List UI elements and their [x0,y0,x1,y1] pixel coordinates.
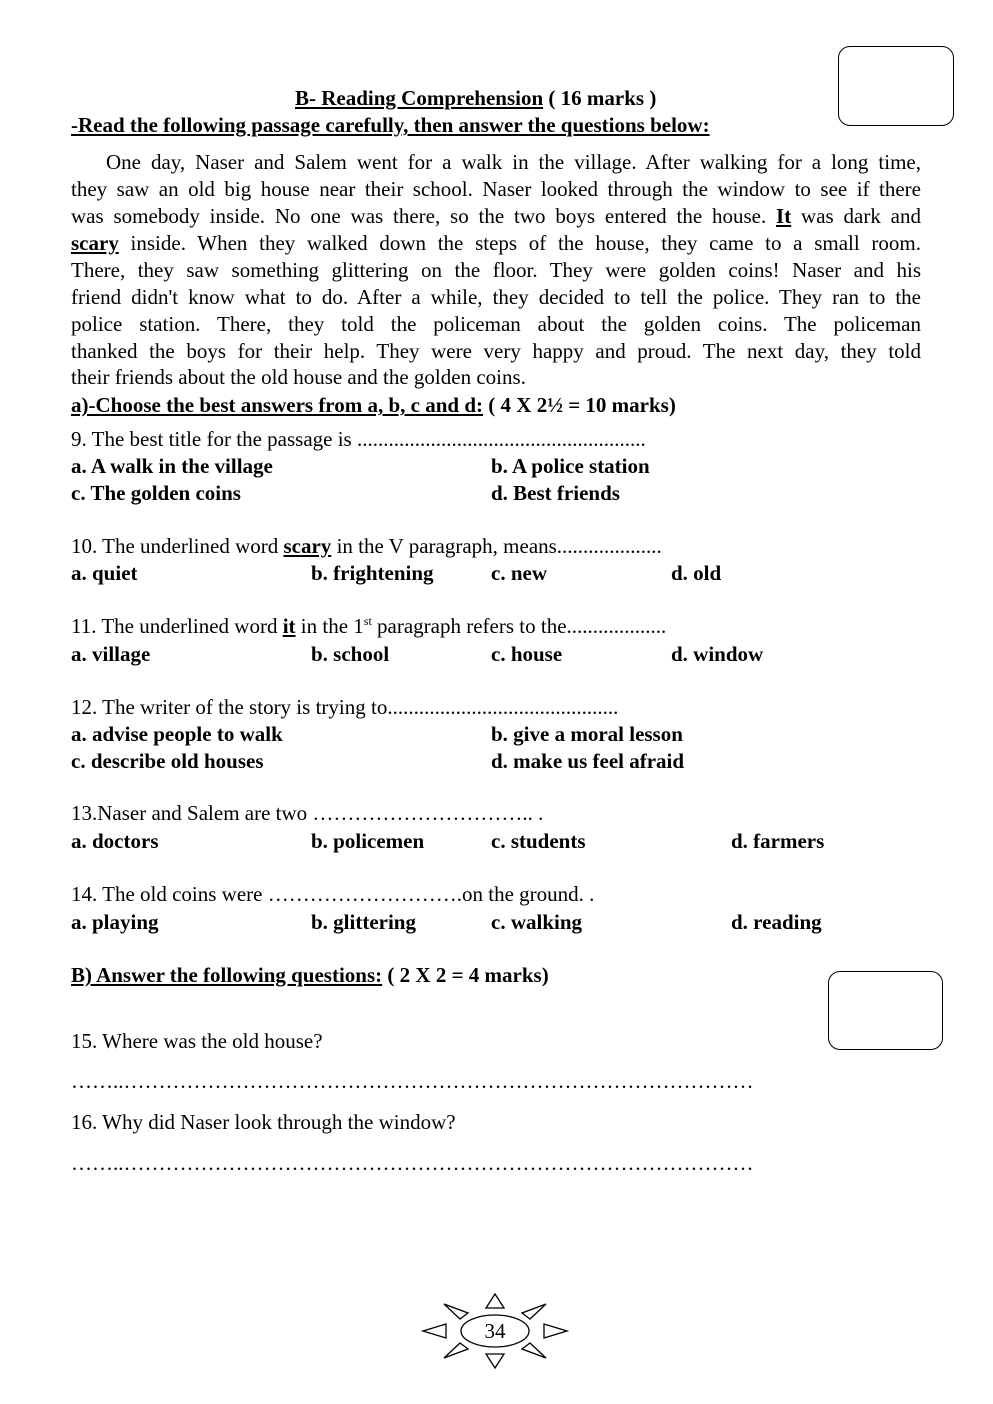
option-b[interactable]: b. give a moral lesson [491,722,683,746]
option-a[interactable]: a. A walk in the village [71,454,273,478]
page-number-badge [420,1288,570,1372]
option-b[interactable]: b. frightening [311,561,434,585]
answer-line-16[interactable]: ……..……………………………………………………………………………… [71,1151,754,1175]
text: inside. When they walked down the steps of the house, they came to a small room. [118,231,921,255]
option-a[interactable]: a. village [71,642,151,666]
option-a[interactable]: a. advise people to walk [71,722,283,746]
text: in the V paragraph, means.................... [331,534,662,558]
text: in the 1 [295,614,364,638]
question-11 [71,614,666,638]
option-d[interactable]: d. Best friends [491,481,620,505]
part-a-heading [71,393,676,417]
score-box-2 [828,971,943,1050]
underlined-it: It [776,204,792,228]
passage-line [71,231,921,255]
text: was somebody inside. No one was there, so the two boys entered the house. [71,204,777,228]
option-a[interactable]: a. playing [71,910,159,934]
option-c[interactable]: c. new [491,561,547,585]
underlined-word: it [282,614,296,638]
option-d[interactable]: d. reading [731,910,822,934]
option-d[interactable]: d. farmers [731,829,825,853]
page-number: 34 [484,1319,506,1343]
question-9: 9. The best title for the passage is ....................................................... [71,427,646,451]
answer-line-15[interactable]: ……..……………………………………………………………………………… [71,1069,754,1093]
part-b-heading-text: B) Answer the following questions: [71,963,383,987]
superscript: st [363,614,372,628]
part-b-heading [71,963,549,987]
option-a[interactable]: a. doctors [71,829,159,853]
option-c[interactable]: c. walking [491,910,583,934]
passage-line: thanked the boys for their help. They were very happy and proud. The next day, they told [71,339,921,363]
question-15: 15. Where was the old house? [71,1029,323,1053]
passage-line: they saw an old big house near their school. Naser looked through the window to see if there [71,177,921,201]
underlined-scary: scary [71,231,119,255]
part-b-marks: ( 2 X 2 = 4 marks) [382,963,549,987]
question-16: 16. Why did Naser look through the window? [71,1110,456,1134]
text: 11. The underlined word [71,614,283,638]
part-a-marks: ( 4 X 2½ = 10 marks) [483,393,676,417]
passage-line: their friends about the old house and the golden coins. [71,365,526,389]
question-14: 14. The old coins were ……………………….on the ground. . [71,882,595,906]
passage-line: One day, Naser and Salem went for a walk in the village. After walking for a long time, [106,150,921,174]
option-b[interactable]: b. school [311,642,390,666]
section-title [295,86,656,110]
option-d[interactable]: d. make us feel afraid [491,749,685,773]
text: was dark and [791,204,921,228]
passage-line [71,204,921,228]
option-a[interactable]: a. quiet [71,561,138,585]
option-d[interactable]: d. window [671,642,764,666]
option-b[interactable]: b. policemen [311,829,425,853]
question-12: 12. The writer of the story is trying to............................................ [71,695,619,719]
option-c[interactable]: c. The golden coins [71,481,241,505]
instruction: -Read the following passage carefully, then answer the questions below: [71,113,710,137]
underlined-word: scary [283,534,332,558]
text: paragraph refers to the................... [371,614,667,638]
option-c[interactable]: c. students [491,829,586,853]
question-13: 13.Naser and Salem are two ………………………….. . [71,801,544,825]
passage-line: police station. There, they told the policeman about the golden coins. The policeman [71,312,921,336]
score-box-1 [838,46,954,126]
option-b[interactable]: b. glittering [311,910,416,934]
section-title-text: B- Reading Comprehension [295,86,544,110]
part-a-heading-text: a)-Choose the best answers from a, b, c and d: [71,393,484,417]
passage-line: friend didn't know what to do. After a while, they decided to tell the police. They ran to the [71,285,921,309]
question-10 [71,534,662,558]
option-b[interactable]: b. A police station [491,454,650,478]
section-marks: ( 16 marks ) [548,86,657,110]
option-d[interactable]: d. old [671,561,722,585]
option-c[interactable]: c. house [491,642,563,666]
text: 10. The underlined word [71,534,284,558]
option-c[interactable]: c. describe old houses [71,749,264,773]
passage-line: There, they saw something glittering on the floor. They were golden coins! Naser and his [71,258,921,282]
